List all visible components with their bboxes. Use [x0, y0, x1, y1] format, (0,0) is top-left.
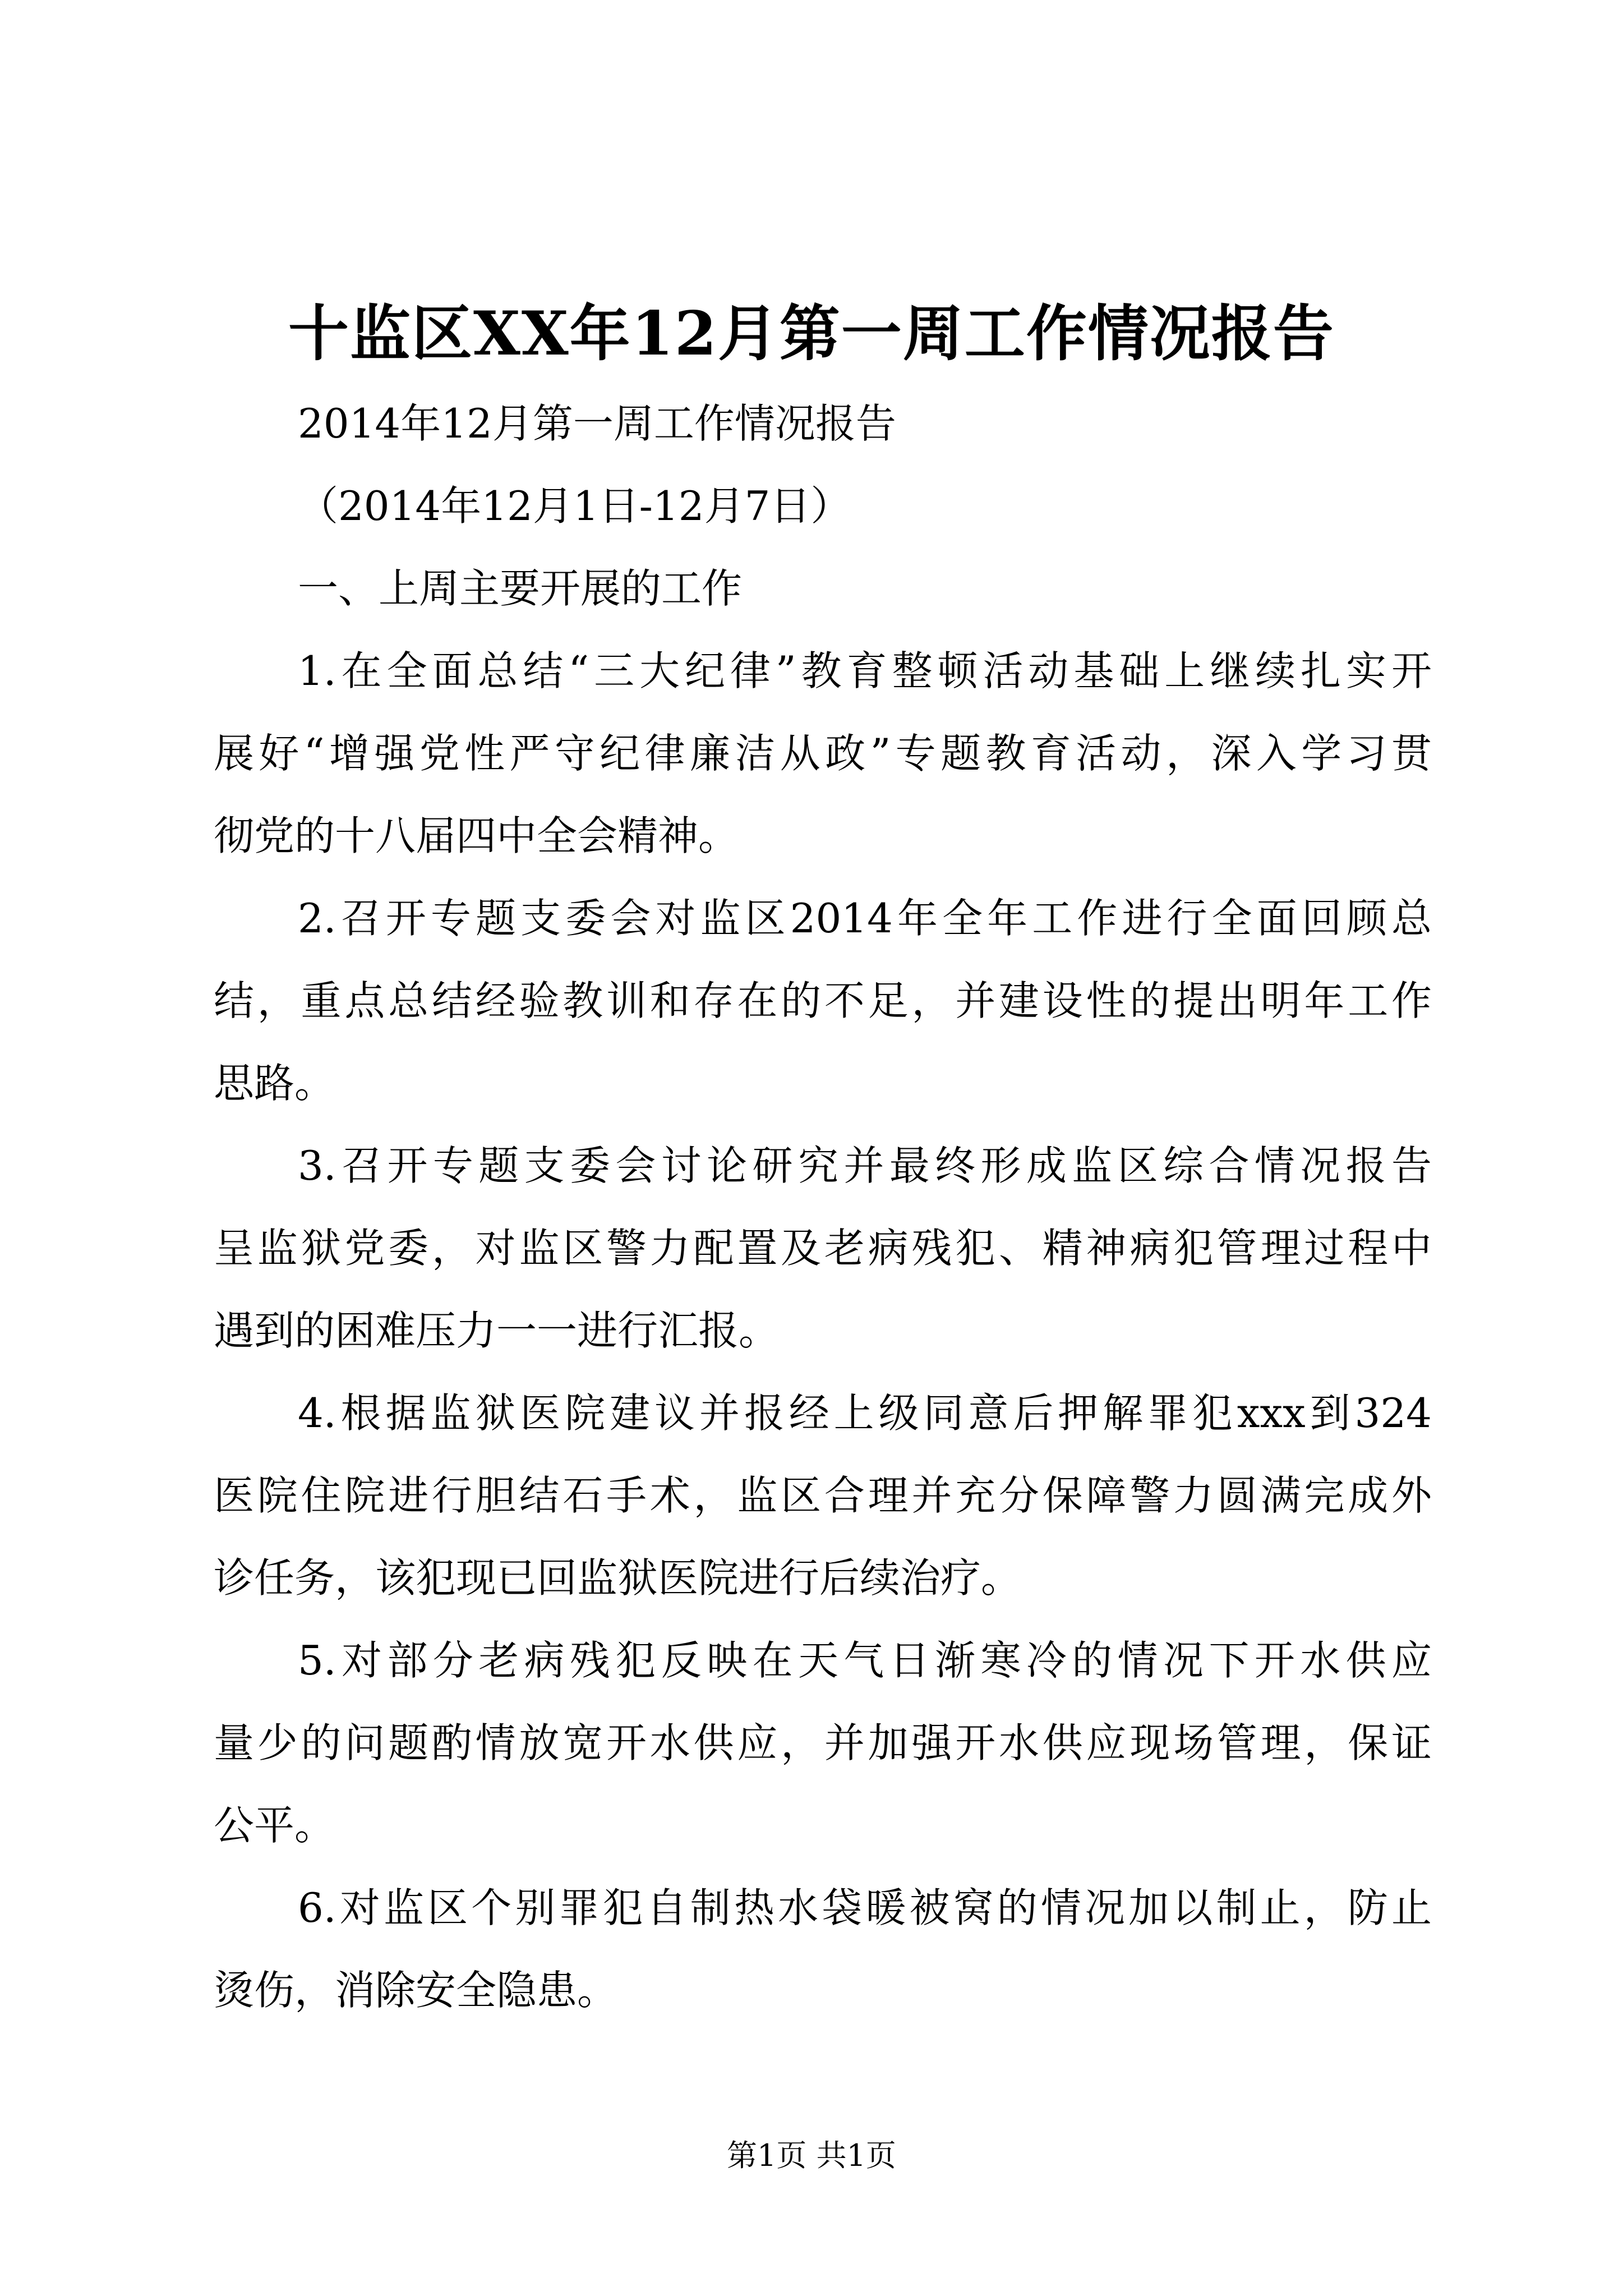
paragraph: [214, 1125, 1432, 1372]
paragraph: [214, 383, 1432, 465]
page-footer: 第1页 共1页: [727, 2138, 896, 2173]
paragraph-line: 5.对部分老病残犯反映在天气日渐寒冷的情况下开水供应: [298, 1637, 1432, 1684]
paragraph-line: 6.对监区个别罪犯自制热水袋暖被窝的情况加以制止，防止: [298, 1884, 1432, 1931]
paragraph-line: 医院住院进行胆结石手术，监区合理并充分保障警力圆满完成外: [214, 1472, 1432, 1519]
paragraph-line: 呈监狱党委，对监区警力配置及老病残犯、精神病犯管理过程中: [214, 1225, 1432, 1272]
paragraph: [214, 630, 1432, 877]
paragraph: [214, 877, 1432, 1125]
paragraph-line: 一、上周主要开展的工作: [298, 565, 743, 612]
paragraph: [214, 1867, 1432, 2032]
paragraph-line: 2014年12月第一周工作情况报告: [298, 400, 896, 447]
document-title: 十监区XX年12月第一周工作情况报告: [288, 298, 1335, 369]
paragraph-line: 彻党的十八届四中全会精神。: [214, 812, 739, 859]
paragraph: [214, 547, 1432, 630]
paragraph-line: 结，重点总结经验教训和存在的不足，并建设性的提出明年工作: [214, 977, 1432, 1024]
paragraph-line: （2014年12月1日-12月7日）: [298, 482, 851, 530]
paragraph-line: 烫伤，消除安全隐患。: [214, 1967, 618, 2014]
paragraph: [214, 465, 1432, 547]
paragraph-line: 诊任务，该犯现已回监狱医院进行后续治疗。: [214, 1554, 1022, 1602]
paragraph-line: 1.在全面总结“三大纪律”教育整顿活动基础上继续扎实开: [298, 647, 1432, 694]
paragraph-line: 量少的问题酌情放宽开水供应，并加强开水供应现场管理，保证: [214, 1719, 1432, 1766]
paragraph-line: 3.召开专题支委会讨论研究并最终形成监区综合情况报告: [298, 1142, 1432, 1189]
paragraph: [214, 1619, 1432, 1867]
paragraph-line: 公平。: [214, 1802, 335, 1849]
paragraph-line: 遇到的困难压力一一进行汇报。: [214, 1307, 780, 1354]
paragraph-line: 2.召开专题支委会对监区2014年全年工作进行全面回顾总: [298, 895, 1432, 942]
paragraph-line: 展好“增强党性严守纪律廉洁从政”专题教育活动，深入学习贯: [214, 730, 1432, 777]
document-body: [214, 383, 1432, 2032]
paragraph-line: 思路。: [214, 1060, 335, 1107]
paragraph: [214, 1372, 1432, 1619]
paragraph-line: 4.根据监狱医院建议并报经上级同意后押解罪犯xxx到324: [298, 1389, 1432, 1437]
